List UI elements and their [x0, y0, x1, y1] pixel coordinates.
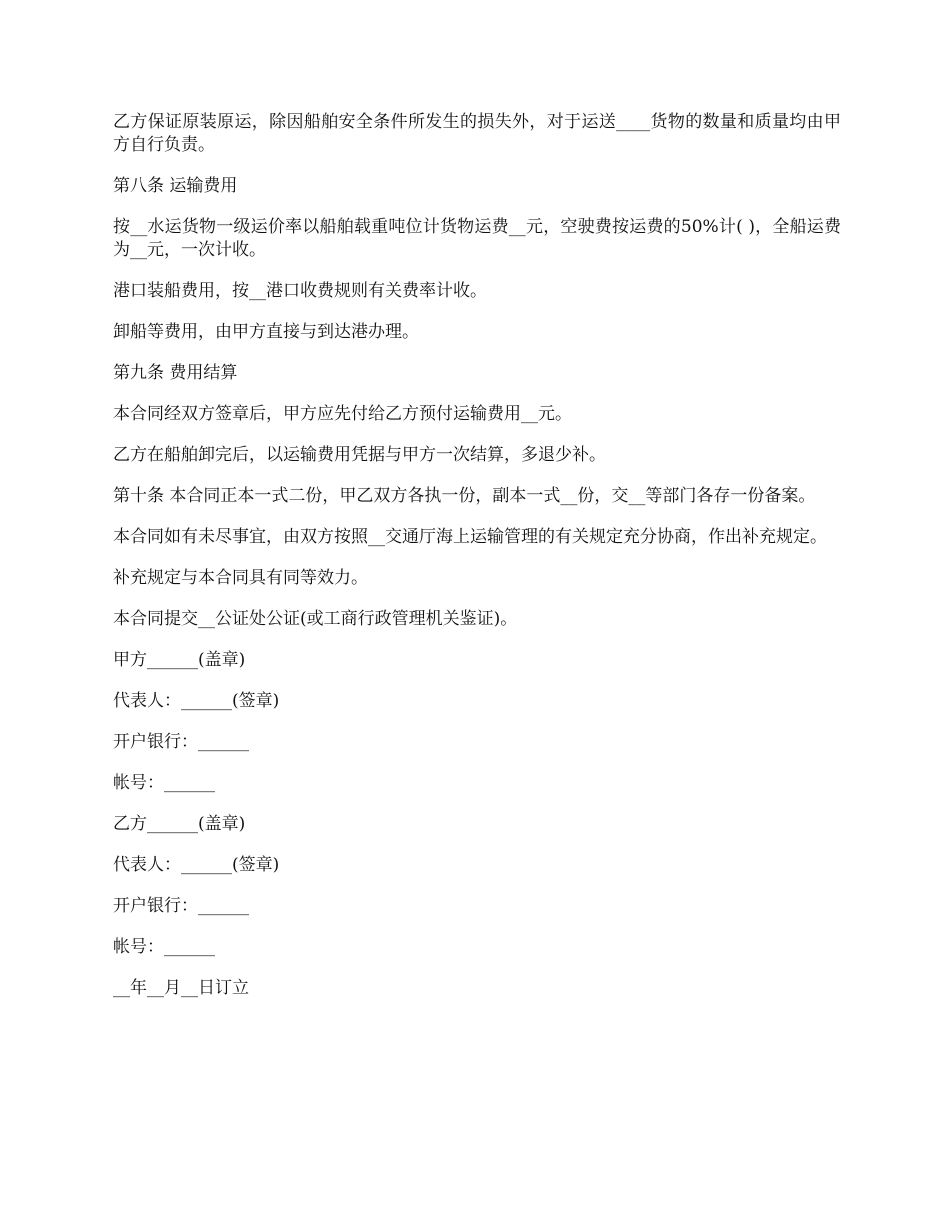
party-b-bank-line: 开户银行：______: [113, 896, 249, 916]
paragraph-port-loading-fee: 港口装船费用，按__港口收费规则有关费率计收。: [113, 281, 487, 301]
paragraph-quality-responsibility: 乙方保证原装原运，除因船舶安全条件所发生的损失外，对于运送____货物的数量和质量均由甲方自行负责。: [113, 112, 841, 155]
party-b-seal-line: 乙方______(盖章): [113, 814, 246, 834]
party-a-representative-line: 代表人：______(签章): [113, 691, 280, 711]
paragraph-unloading-fee: 卸船等费用，由甲方直接与到达港办理。: [113, 322, 419, 342]
party-b-representative-line: 代表人：______(签章): [113, 855, 280, 875]
paragraph-settlement: 乙方在船舶卸完后，以运输费用凭据与甲方一次结算，多退少补。: [113, 445, 606, 465]
signing-date-line: __年__月__日订立: [113, 978, 249, 998]
paragraph-freight-rate: 按__水运货物一级运价率以船舶载重吨位计货物运费__元，空驶费按运费的50%计( )，全船运费为__元，一次计收。: [113, 217, 841, 260]
paragraph-article-10-copies: 第十条 本合同正本一式二份，甲乙双方各执一份，副本一式__份，交__等部门各存一份备案。: [113, 486, 816, 506]
heading-article-8: 第八条 运输费用: [113, 176, 238, 196]
party-a-bank-line: 开户银行：______: [113, 732, 249, 752]
heading-article-9: 第九条 费用结算: [113, 363, 238, 383]
paragraph-supplementary-negotiation: 本合同如有未尽事宜，由双方按照__交通厅海上运输管理的有关规定充分协商，作出补充规定。: [113, 527, 827, 547]
paragraph-equal-effect: 补充规定与本合同具有同等效力。: [113, 568, 368, 588]
paragraph-prepayment: 本合同经双方签章后，甲方应先付给乙方预付运输费用__元。: [113, 404, 572, 424]
party-b-account-line: 帐号：______: [113, 937, 215, 957]
party-a-seal-line: 甲方______(盖章): [113, 650, 246, 670]
party-a-account-line: 帐号：______: [113, 773, 215, 793]
document-page: [113, 111, 841, 1018]
paragraph-notarization: 本合同提交__公证处公证(或工商行政管理机关鉴证)。: [113, 609, 518, 629]
